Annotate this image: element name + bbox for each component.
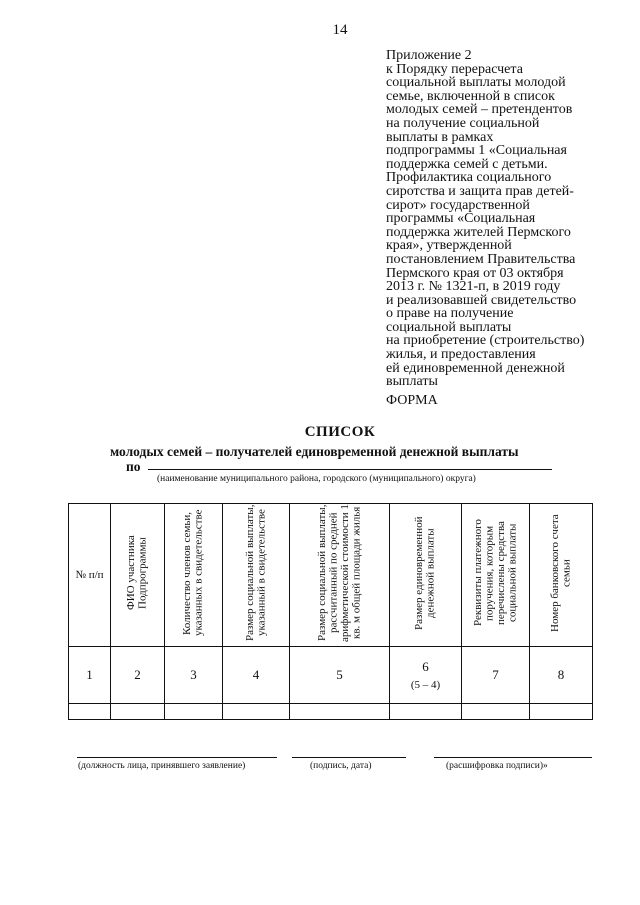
annex-line: постановлением Правительства [386, 251, 576, 267]
empty-cell [223, 704, 290, 720]
header-cell [111, 504, 165, 647]
empty-cell [390, 704, 462, 720]
column-number: 8 [530, 647, 593, 704]
empty-cell [530, 704, 593, 720]
annex-line: Профилактика социального [386, 170, 552, 186]
position-signature-line [77, 757, 277, 758]
position-label: (должность лица, принявшего заявление) [78, 761, 246, 771]
empty-cell [111, 704, 165, 720]
annex-line: Приложение 2 [386, 48, 472, 63]
po-label: по [126, 459, 141, 474]
municipality-hint: (наименование муниципального района, городского (муниципального) округа) [157, 474, 476, 484]
header-bank-account: Номер банковского счета семьи [548, 513, 572, 632]
document-subtitle: молодых семей – получателей единовременной денежной выплаты [110, 444, 519, 459]
annex-line: края», утвержденной [386, 238, 512, 254]
form-label: ФОРМА [386, 393, 438, 408]
signature-date-line [292, 757, 406, 758]
column-number: 2 [111, 647, 165, 704]
annex-line: о праве на получение [386, 306, 514, 322]
column-number-cell [390, 647, 462, 704]
document-title: СПИСОК [304, 424, 376, 440]
annex-line: сирот» государственной [386, 197, 530, 213]
annex-line: социальной выплаты молодой [386, 75, 566, 91]
header-one-time-payment: Размер единовременной денежной выплаты [413, 515, 437, 630]
annex-line: поддержка жителей Пермского [386, 224, 571, 240]
column-number: 5 [290, 647, 390, 704]
annex-line: программы «Социальная [386, 211, 536, 227]
municipality-fill-line [148, 469, 552, 470]
empty-cell [165, 704, 223, 720]
header-cell [223, 504, 290, 647]
header-cell [462, 504, 530, 647]
column-number-row [69, 647, 593, 704]
column-number: 7 [462, 647, 530, 704]
header-fio: ФИО участника Подпрограммы [125, 535, 149, 610]
header-calculated-payment: Размер социальной выплаты, рассчитанный по средней арифметической стоимости 1 кв. м общей площади жилья [315, 503, 362, 642]
annex-line: поддержка семей с детьми. [386, 156, 548, 172]
column-number: 1 [69, 647, 111, 704]
header-cell [69, 504, 111, 647]
header-cell [530, 504, 593, 647]
column-number: 4 [223, 647, 290, 704]
annex-line: на приобретение (строительство) [386, 333, 585, 349]
column-number: 3 [165, 647, 223, 704]
header-payment-size: Размер социальной выплаты, указанный в свидетельстве [243, 504, 267, 641]
annex-line: сиротства и защита прав детей- [386, 183, 574, 199]
header-cell [290, 504, 390, 647]
annex-line: подпрограммы 1 «Социальная [386, 143, 567, 159]
signature-date-label: (подпись, дата) [310, 761, 372, 771]
annex-line: и реализовавшей свидетельство [386, 292, 577, 308]
families-table [68, 503, 593, 720]
empty-row [69, 704, 593, 720]
annex-line: выплаты [386, 374, 438, 390]
signature-decoding-label: (расшифровка подписи)» [446, 761, 548, 771]
column-formula: (5 – 4) [410, 679, 441, 691]
annex-line: молодых семей – претендентов [386, 102, 573, 118]
annex-line: выплаты в рамках [386, 129, 494, 145]
annex-line: семье, включенной в список [386, 88, 555, 104]
column-number: 6 [422, 659, 429, 674]
annex-line: 2013 г. № 1321-п, в 2019 году [386, 279, 561, 295]
annex-block [386, 49, 626, 389]
table-header-row [69, 504, 593, 647]
header-family-members: Количество членов семьи, указанных в свидетельстве [181, 509, 205, 636]
annex-line: Пермского края от 03 октября [386, 265, 564, 281]
annex-line: ей единовременной денежной [386, 360, 565, 376]
header-payment-order: Реквизиты платежного поручения, которым перечислены средства социальной выплаты [471, 519, 518, 626]
header-cell [390, 504, 462, 647]
page-number: 14 [332, 22, 348, 38]
empty-cell [462, 704, 530, 720]
annex-line: социальной выплаты [386, 319, 512, 335]
annex-line: к Порядку перерасчета [386, 61, 523, 77]
annex-line: на получение социальной [386, 115, 540, 131]
empty-cell [290, 704, 390, 720]
signature-decoding-line [434, 757, 592, 758]
empty-cell [69, 704, 111, 720]
header-cell [165, 504, 223, 647]
annex-line: жилья, и предоставления [386, 347, 536, 363]
header-number: № п/п [75, 569, 104, 581]
